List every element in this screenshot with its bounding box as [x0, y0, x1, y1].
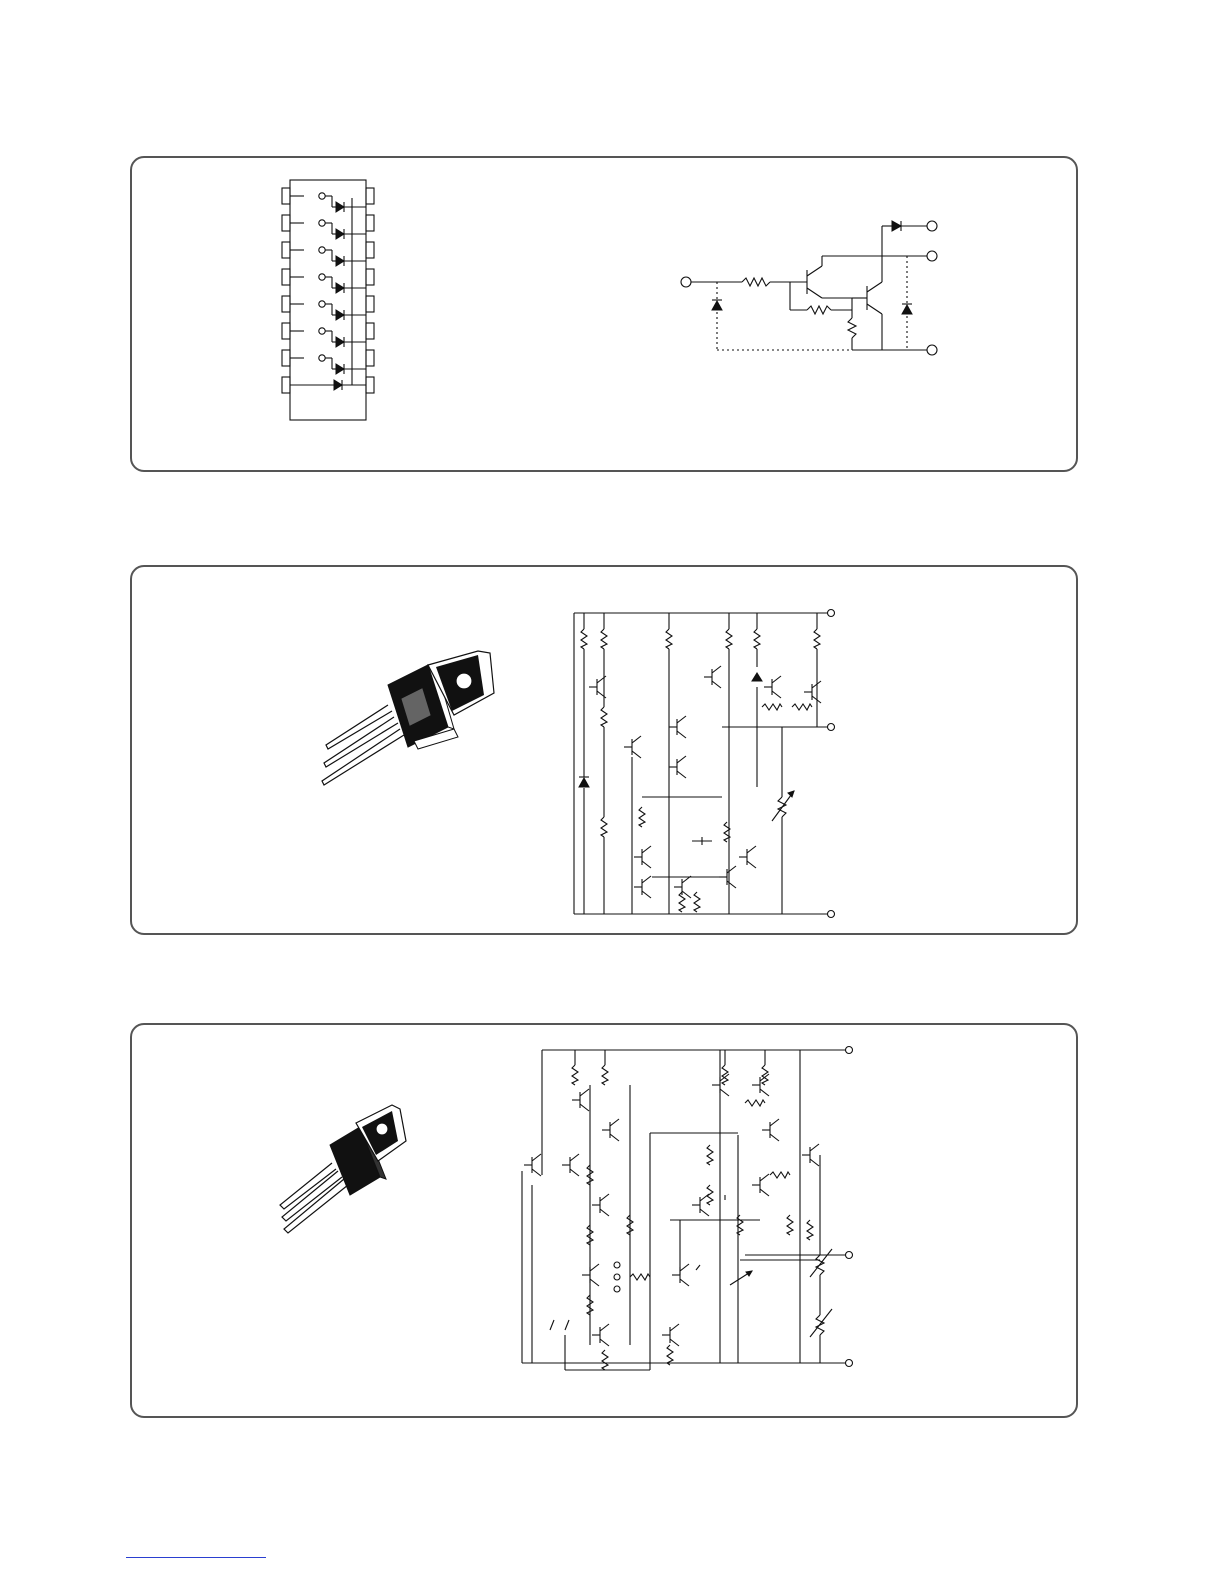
vin-terminal-2 [846, 1047, 853, 1054]
ground-terminal [927, 345, 937, 355]
regulator-schematic-2 [520, 1045, 860, 1375]
vout-terminal-2 [846, 1252, 853, 1259]
vout-terminal [828, 724, 835, 731]
footer-link-rule [126, 1557, 266, 1558]
panel-regulator-small [130, 1023, 1078, 1418]
darlington-equivalent-circuit [672, 230, 942, 360]
input-terminal [681, 277, 691, 287]
regulator-schematic-1 [572, 607, 842, 927]
to220-package-5pin [318, 645, 498, 800]
ic-pinout-diagram [282, 178, 382, 423]
vin-terminal [828, 610, 835, 617]
common-terminal [927, 221, 937, 231]
gnd-terminal-2 [846, 1360, 853, 1367]
panel-darlington-array [130, 156, 1078, 472]
to220-package-3pin [274, 1093, 414, 1238]
gnd-terminal [828, 911, 835, 918]
output-terminal [927, 251, 937, 261]
panel-regulator-large [130, 565, 1078, 935]
